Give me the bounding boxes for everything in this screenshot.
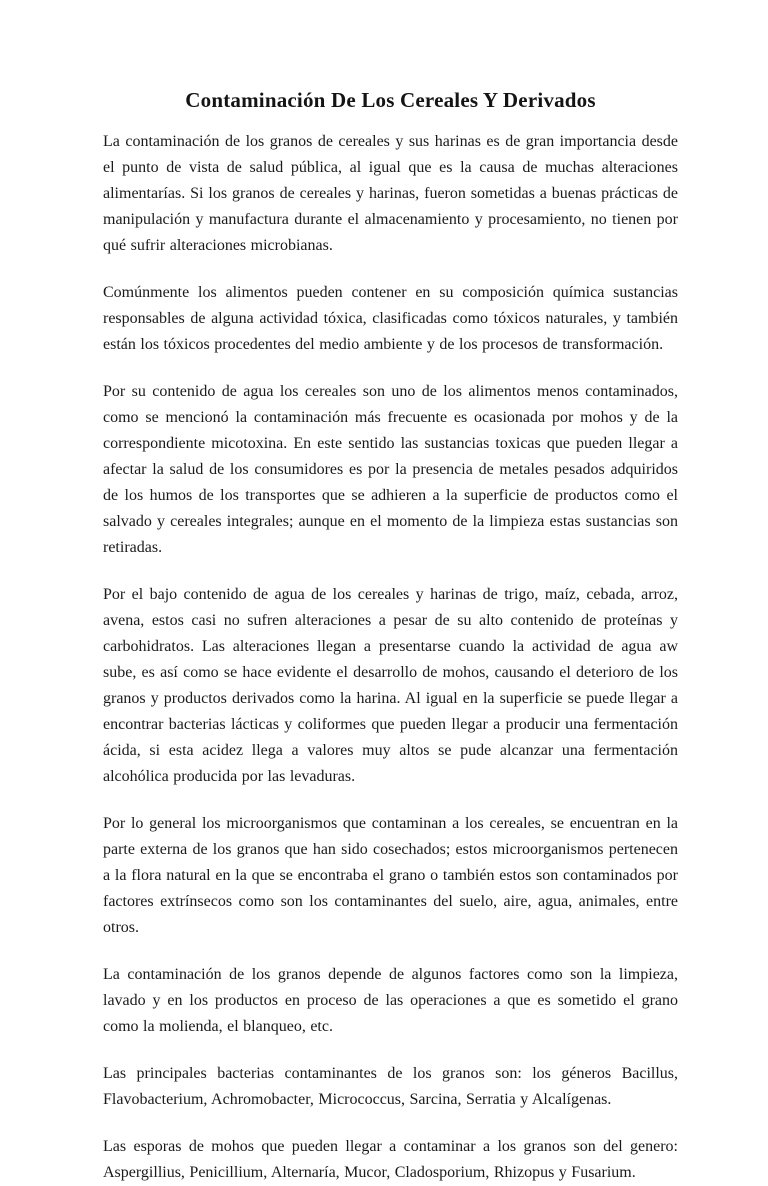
- paragraph-intro-contamination: La contaminación de los granos de cereales y sus harinas es de gran importancia desde el punto de vista de salud pública, al igual que es la causa de muchas alteraciones alimentarías. Si los granos de cereales y harinas, fueron sometidas a buenas prácticas de manipulación y manufactura durante el almacenamiento y procesamiento, no tienen por qué sufrir alteraciones microbianas.: [103, 133, 678, 254]
- document-title: Contaminación De Los Cereales Y Derivados: [185, 88, 596, 112]
- paragraph-water-content-mycotoxin: Por su contenido de agua los cereales son uno de los alimentos menos contaminados, como se mencionó la contaminación más frecuente es ocasionada por mohos y de la correspondiente micotoxina. En este sentido las sustancias toxicas que pueden llegar a afectar la salud de los consumidores es por la presencia de metales pesados adquiridos de los humos de los transportes que se adhieren a la superficie de productos como el salvado y cereales integrales; aunque en el momento de la limpieza estas sustancias son retiradas.: [103, 383, 678, 556]
- paragraph-mold-spores: Las esporas de mohos que pueden llegar a contaminar a los granos son del genero: Aspergillius, Penicillium, Alternaría, Mucor, Cladosporium, Rhizopus y Fusarium.: [103, 1138, 678, 1181]
- paragraph-main-bacteria: Las principales bacterias contaminantes de los granos son: los géneros Bacillus, Flavobacterium, Achromobacter, Micrococcus, Sarcina, Serratia y Alcalígenas.: [103, 1065, 678, 1108]
- paragraph-microorganisms-origin: Por lo general los microorganismos que contaminan a los cereales, se encuentran en la parte externa de los granos que han sido cosechados; estos microorganismos pertenecen a la flora natural en la que se encontraba el grano o también estos son contaminados por factores extrínsecos como son los contaminantes del suelo, aire, agua, animales, entre otros.: [103, 815, 678, 936]
- paragraph-low-water-alterations: Por el bajo contenido de agua de los cereales y harinas de trigo, maíz, cebada, arroz, avena, estos casi no sufren alteraciones a pesar de su alto contenido de proteínas y carbohidratos. Las alteraciones llegan a presentarse cuando la actividad de agua aw sube, es así como se hace evidente el desarrollo de mohos, causando el deterioro de los granos y productos derivados como la harina. Al igual en la superficie se puede llegar a encontrar bacterias lácticas y coliformes que pueden llegar a producir una fermentación ácida, si esta acidez llega a valores muy altos se pude alcanzar una fermentación alcohólica producida por las levaduras.: [103, 586, 678, 785]
- paragraph-toxic-substances: Comúnmente los alimentos pueden contener en su composición química sustancias responsables de alguna actividad tóxica, clasificadas como tóxicos naturales, y también están los tóxicos procedentes del medio ambiente y de los procesos de transformación.: [103, 284, 678, 353]
- paragraph-contamination-factors: La contaminación de los granos depende de algunos factores como son la limpieza, lavado y en los productos en proceso de las operaciones a que es sometido el grano como la molienda, el blanqueo, etc.: [103, 966, 678, 1035]
